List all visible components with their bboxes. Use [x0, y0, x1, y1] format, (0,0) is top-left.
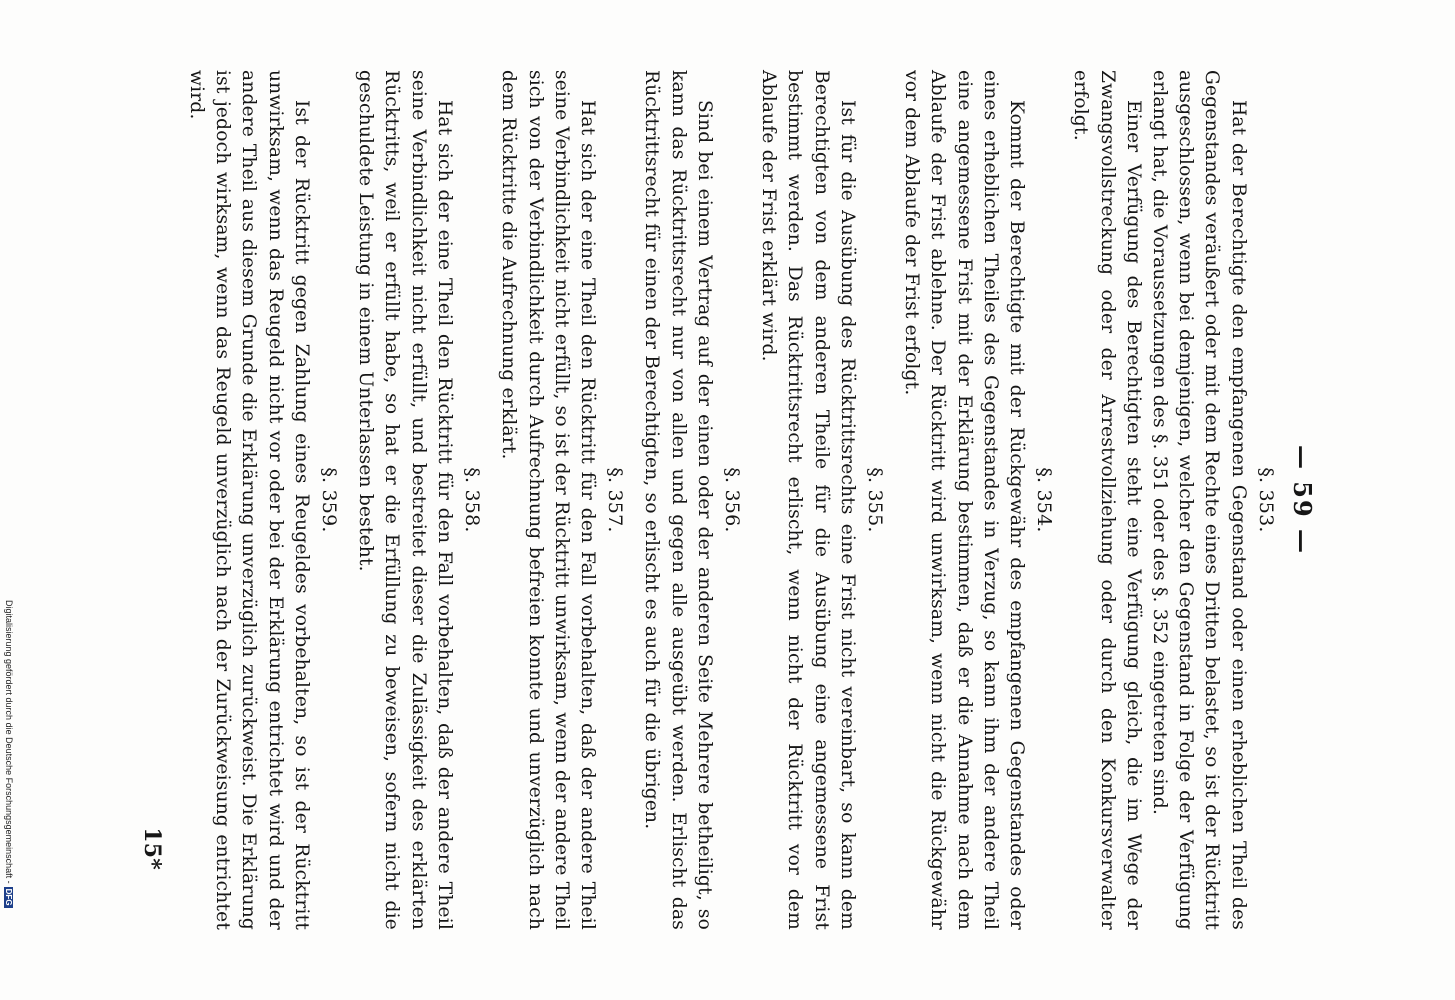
paragraph: Hat sich der eine Theil den Rücktritt für den Fall vorbehalten, daß der andere Theil seine Verbindlichkeit nicht erfüllt, so ist der Rücktritt unwirksam, wenn der andere Theil sich von der Verbindlichkeit durch Aufrechnung befreien konnte und unverzüglich nach dem Rücktritte die Aufrechnung erklärt. — [498, 70, 599, 930]
section-357 — [495, 70, 628, 930]
credit-text: Digitalisierung gefördert durch die Deutsche Forschungsgemeinschaft - — [4, 600, 14, 884]
section-heading: §. 358. — [461, 467, 484, 533]
paragraph: Ist der Rücktritt gegen Zahlung eines Reugeldes vorbehalten, so ist der Rücktritt unwirksam, wenn das Reugeld nicht vor oder bei der Erklärung entrichtet wird und der andere Theil aus diesem Grunde die Erklärung unverzüglich zurückweist. Die Erklärung ist jedoch wirksam, wenn das Reugeld unverzüglich nach der Zurückweisung entrichtet wird. — [186, 70, 313, 930]
section-355 — [755, 70, 888, 930]
paragraph: Ist für die Ausübung des Rücktrittsrechts eine Frist nicht vereinbart, so kann dem Berechtigten von dem anderen Theile für die Ausübung eine angemessene Frist bestimmt werden. Das Rücktrittsrecht erlischt, wenn nicht der Rücktritt vor dem Ablaufe der Frist erklärt wird. — [758, 70, 858, 930]
section-358 — [352, 70, 485, 930]
signature-mark: 15* — [139, 827, 166, 870]
paragraph: Sind bei einem Vertrag auf der einen oder der anderen Seite Mehrere betheiligt, so kann das Rücktrittsrecht nur von allen und gegen alle ausgeübt werden. Erlischt das Rücktrittsrecht für einen der Berechtigten, so erlischt es auch für die übrigen. — [641, 70, 715, 930]
section-356 — [638, 70, 745, 930]
section-heading: §. 359. — [318, 467, 341, 533]
dfg-logo-icon: DFG — [4, 888, 13, 906]
paragraph: Hat der Berechtigte den empfangenen Gegenstand oder einen erheblichen Theil des Gegenstandes veräußert oder mit dem Rechte eines Dritten belastet, so ist der Rücktritt ausgeschlossen, wenn bei demjenigen, welcher den Gegenstand in Folge der Verfügung erlangt hat, die Voraussetzungen des §. 351 oder des §. 352 eingetreten sind. — [1149, 70, 1249, 930]
page-number: — 59 — — [1288, 444, 1318, 556]
paragraph: Hat sich der eine Theil den Rücktritt für den Fall vorbehalten, daß der andere Theil seine Verbindlichkeit nicht erfüllt, und bestreitet dieser die Zulässigkeit des erklärten Rücktritts, weil er erfüllt habe, so hat er die Erfüllung zu beweisen, sofern nicht die geschuldete Leistung in einem Unterlassen besteht. — [355, 70, 456, 930]
section-heading: §. 357. — [604, 467, 627, 533]
paragraph: Einer Verfügung des Berechtigten steht eine Verfügung gleich, die im Wege der Zwangsvollstreckung oder der Arrestvollziehung oder durch den Konkursverwalter erfolgt. — [1070, 70, 1144, 930]
section-heading: §. 356. — [721, 467, 744, 533]
section-heading: §. 354. — [1033, 467, 1056, 533]
section-353 — [1067, 70, 1279, 930]
digitization-credit — [4, 600, 14, 1000]
section-heading: §. 353. — [1254, 467, 1277, 533]
page-text-block — [139, 70, 1318, 930]
section-359 — [183, 70, 342, 930]
section-354 — [898, 70, 1057, 930]
section-heading: §. 355. — [864, 467, 887, 533]
paragraph: Kommt der Berechtigte mit der Rückgewähr des empfangenen Gegenstandes oder eines erheblichen Theiles des Gegenstandes in Verzug, so kann ihm der andere Theil eine angemessene Frist mit der Erklärung bestimmen, daß er die Annahme nach dem Ablaufe der Frist ablehne. Der Rücktritt wird unwirksam, wenn nicht die Rückgewähr vor dem Ablaufe der Frist erfolgt. — [901, 70, 1028, 930]
